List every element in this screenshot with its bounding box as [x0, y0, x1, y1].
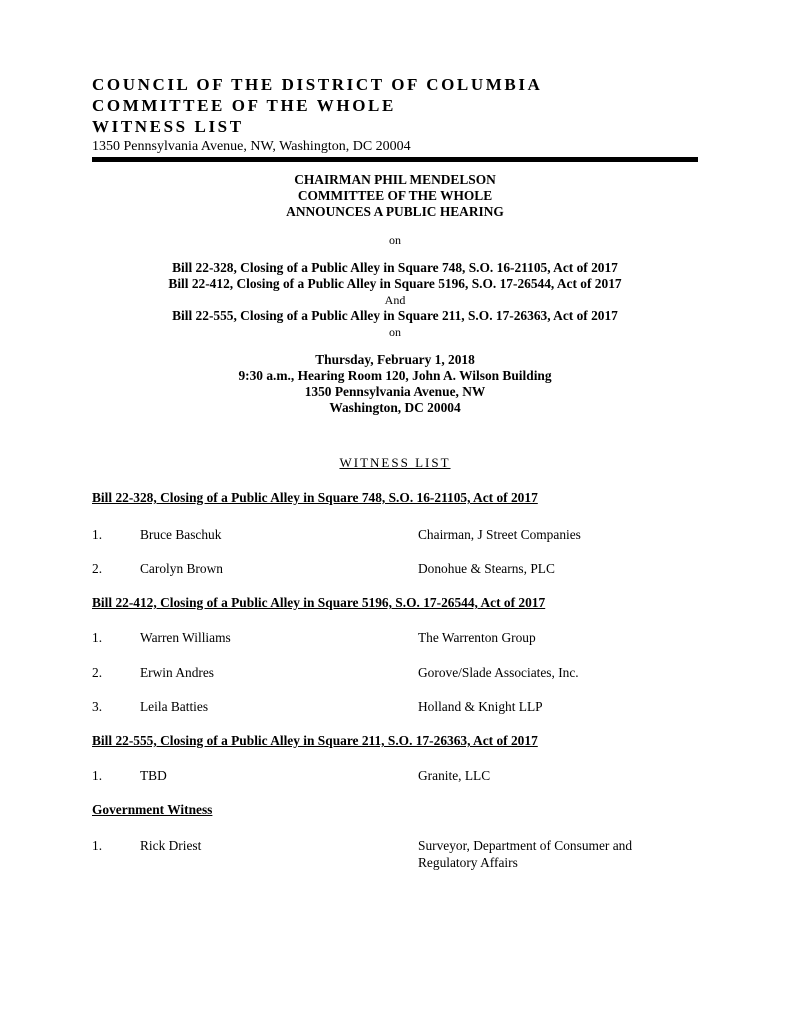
and-connector: And	[384, 293, 406, 307]
witness-affiliation: Gorove/Slade Associates, Inc.	[418, 665, 579, 680]
witness-number: 3.	[92, 699, 103, 714]
hearing-details	[92, 352, 698, 416]
hearing-time-place: 9:30 a.m., Hearing Room 120, John A. Wilson Building	[238, 368, 552, 383]
section-title: Government Witness	[92, 802, 213, 817]
section-title: Bill 22-412, Closing of a Public Alley in Square 5196, S.O. 17-26544, Act of 2017	[92, 595, 546, 610]
witness-affiliation: Holland & Knight LLP	[418, 699, 543, 714]
hearing-city: Washington, DC 20004	[329, 400, 461, 415]
witness-name: Rick Driest	[140, 838, 202, 853]
announcement-title: ANNOUNCES A PUBLIC HEARING	[286, 204, 504, 219]
header-divider	[92, 157, 698, 162]
on-connector-1: on	[389, 233, 401, 247]
witness-number: 1.	[92, 838, 103, 853]
document-type: WITNESS LIST	[92, 117, 244, 136]
bill-line-3: Bill 22-555, Closing of a Public Alley in Square 211, S.O. 17-26363, Act of 2017	[172, 308, 618, 323]
witness-number: 1.	[92, 768, 103, 783]
witness-name: Carolyn Brown	[140, 561, 223, 576]
witness-name: TBD	[140, 768, 167, 783]
on-connector-2: on	[389, 325, 401, 339]
committee-name: COMMITTEE OF THE WHOLE	[92, 96, 396, 115]
bill-list	[92, 260, 698, 340]
witness-number: 2.	[92, 561, 103, 576]
section-title: Bill 22-328, Closing of a Public Alley in Square 748, S.O. 16-21105, Act of 2017	[92, 490, 538, 505]
announcement-chairman: CHAIRMAN PHIL MENDELSON	[294, 172, 496, 187]
witness-number: 2.	[92, 665, 103, 680]
witness-list-heading: WITNESS LIST	[339, 455, 451, 470]
bill-line-2: Bill 22-412, Closing of a Public Alley in Square 5196, S.O. 17-26544, Act of 2017	[168, 276, 622, 291]
witness-number: 1.	[92, 630, 103, 645]
letterhead	[92, 74, 712, 156]
witness-name: Bruce Baschuk	[140, 527, 222, 542]
hearing-street: 1350 Pennsylvania Avenue, NW	[304, 384, 486, 399]
witness-affiliation: Chairman, J Street Companies	[418, 527, 581, 542]
witness-affiliation: The Warrenton Group	[418, 630, 536, 645]
letterhead-address: 1350 Pennsylvania Avenue, NW, Washington, DC 20004	[92, 139, 411, 154]
witness-name: Warren Williams	[140, 630, 231, 645]
witness-affiliation: Surveyor, Department of Consumer and Regulatory Affairs	[418, 838, 633, 870]
announcement-committee: COMMITTEE OF THE WHOLE	[297, 188, 493, 203]
witness-affiliation: Granite, LLC	[418, 768, 491, 783]
witness-number: 1.	[92, 527, 103, 542]
witness-name: Leila Batties	[140, 699, 209, 714]
hearing-date: Thursday, February 1, 2018	[315, 352, 475, 367]
hearing-announcement	[92, 172, 698, 220]
witness-name: Erwin Andres	[140, 665, 215, 680]
bill-line-1: Bill 22-328, Closing of a Public Alley in Square 748, S.O. 16-21105, Act of 2017	[172, 260, 618, 275]
witness-affiliation: Donohue & Stearns, PLC	[418, 561, 555, 576]
section-title: Bill 22-555, Closing of a Public Alley in Square 211, S.O. 17-26363, Act of 2017	[92, 733, 538, 748]
org-name: COUNCIL OF THE DISTRICT OF COLUMBIA	[92, 75, 543, 94]
